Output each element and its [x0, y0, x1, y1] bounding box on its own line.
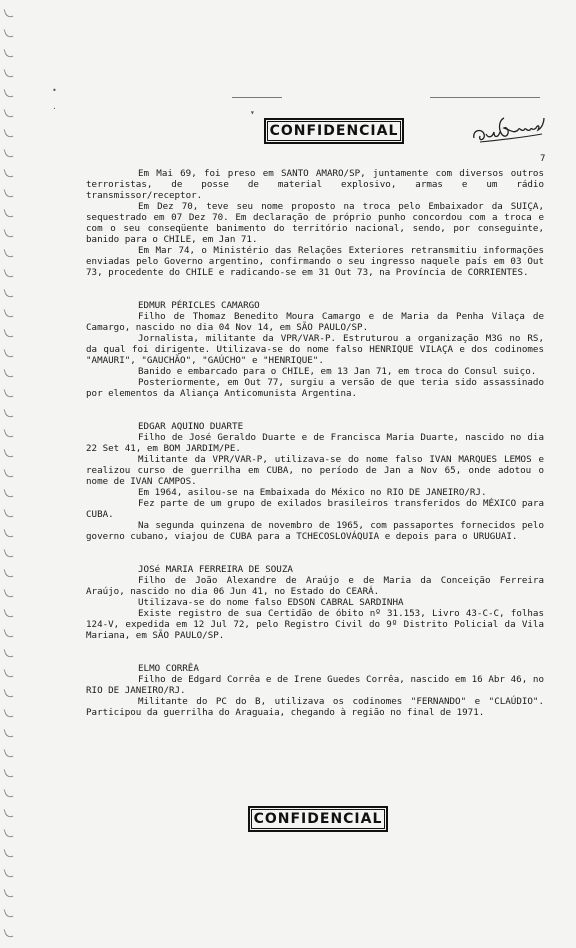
- person-name: ELMO CORRÊA: [138, 663, 199, 674]
- punch-hole-mark: [4, 427, 14, 439]
- punch-hole-mark: [4, 847, 14, 859]
- intro-paragraph: Em Mar 74, o Ministério das Relações Exteriores retransmitiu informações enviadas pelo Governo argentino, confirmando o seu ingresso naquele país em 03 Out 73, procedente do CHILE e radicando-se em 31 Out 73, na Província de CORRIENTES.: [86, 245, 544, 278]
- punch-hole-mark: [4, 307, 14, 319]
- punch-hole-mark: [4, 407, 14, 419]
- person-name: JOSé MARIA FERREIRA DE SOUZA: [138, 564, 293, 575]
- margin-mark: ▾: [250, 108, 255, 117]
- punch-hole-mark: [4, 887, 14, 899]
- punch-hole-mark: [4, 907, 14, 919]
- punch-hole-mark: [4, 7, 14, 19]
- entry-paragraph: Existe registro de sua Certidão de óbito nº 31.153, Livro 43-C-C, folhas 124-V, expedida em 12 Jul 72, pelo Registro Civil do 9º Distrito Policial da Vila Mariana, em SÃO PAULO/SP.: [86, 608, 544, 641]
- entry-paragraph: Fez parte de um grupo de exilados brasileiros transferidos do MÉXICO para CUBA.: [86, 498, 544, 520]
- punch-hole-mark: [4, 747, 14, 759]
- punch-hole-mark: [4, 507, 14, 519]
- punch-hole-mark: [4, 467, 14, 479]
- page-number: 7: [540, 154, 546, 164]
- punch-hole-mark: [4, 147, 14, 159]
- punch-hole-mark: [4, 327, 14, 339]
- punch-hole-mark: [4, 207, 14, 219]
- punch-hole-mark: [4, 647, 14, 659]
- punch-hole-mark: [4, 587, 14, 599]
- person-name: EDGAR AQUINO DUARTE: [138, 421, 244, 432]
- punch-hole-mark: [4, 267, 14, 279]
- punch-hole-mark: [4, 387, 14, 399]
- punch-hole-mark: [4, 47, 14, 59]
- entry-paragraph: Filho de José Geraldo Duarte e de Francisca Maria Duarte, nascido no dia 22 Set 41, em BOM JARDIM/PE.: [86, 432, 544, 454]
- punch-hole-mark: [4, 347, 14, 359]
- header-rule-right: [430, 97, 540, 98]
- punch-hole-mark: [4, 567, 14, 579]
- punch-hole-mark: [4, 87, 14, 99]
- entry-paragraph: Posteriormente, em Out 77, surgiu a versão de que teria sido assassinado por elementos da Aliança Anticomunista Argentina.: [86, 377, 544, 399]
- punch-hole-mark: [4, 447, 14, 459]
- entry-paragraph: Filho de Thomaz Benedito Moura Camargo e de Maria da Penha Vilaça de Camargo, nascido no dia 04 Nov 14, em SÃO PAULO/SP.: [86, 311, 544, 333]
- person-name: EDMUR PÉRICLES CAMARGO: [138, 300, 260, 311]
- punch-hole-mark: [4, 707, 14, 719]
- signature-initials: [470, 112, 552, 148]
- document-body: [86, 168, 544, 718]
- confidential-stamp-bottom: CONFIDENCIAL: [248, 806, 388, 832]
- entry-paragraph: Militante do PC do B, utilizava os codinomes "FERNANDO" e "CLAÚDIO". Participou da guerrilha do Araguaia, chegando à região no final de 1971.: [86, 696, 544, 718]
- punch-hole-mark: [4, 127, 14, 139]
- punch-hole-mark: [4, 927, 14, 939]
- entry-paragraph: Banido e embarcado para o CHILE, em 13 Jan 71, em troca do Consul suiço.: [138, 366, 537, 377]
- punch-hole-mark: [4, 27, 14, 39]
- punch-hole-mark: [4, 67, 14, 79]
- punch-hole-mark: [4, 187, 14, 199]
- punch-hole-mark: [4, 167, 14, 179]
- punch-hole-mark: [4, 867, 14, 879]
- punch-hole-mark: [4, 527, 14, 539]
- punch-hole-mark: [4, 687, 14, 699]
- entry-paragraph: Militante da VPR/VAR-P, utilizava-se do nome falso IVAN MARQUES LEMOS e realizou curso de guerrilha em CUBA, no período de Jan a Nov 65, onde adotou o nome de IVAN CAMPOS.: [86, 454, 544, 487]
- punch-hole-mark: [4, 727, 14, 739]
- entry-paragraph: Filho de João Alexandre de Araújo e de Maria da Conceição Ferreira Araújo, nascido no dia 06 Jun 41, no Estado do CEARÁ.: [86, 575, 544, 597]
- punch-hole-mark: [4, 627, 14, 639]
- intro-paragraph: Em Mai 69, foi preso em SANTO AMARO/SP, juntamente com diversos outros terroristas, de posse de material explosivo, armas e um rádio transmissor/receptor.: [86, 168, 544, 201]
- header-rule-left: [232, 97, 282, 98]
- punch-hole-mark: [4, 547, 14, 559]
- entry-paragraph: Utilizava-se do nome falso EDSON CABRAL SARDINHA: [138, 597, 404, 608]
- punch-hole-mark: [4, 367, 14, 379]
- punch-hole-mark: [4, 787, 14, 799]
- margin-mark: • ·: [52, 86, 57, 113]
- punch-hole-mark: [4, 767, 14, 779]
- punch-hole-mark: [4, 607, 14, 619]
- punch-hole-mark: [4, 227, 14, 239]
- entry-paragraph: Na segunda quinzena de novembro de 1965, com passaportes fornecidos pelo governo cubano, viajou de CUBA para a TCHECOSLOVÁQUIA e depois para o URUGUAI.: [86, 520, 544, 542]
- punch-hole-mark: [4, 247, 14, 259]
- confidential-stamp-top: CONFIDENCIAL: [264, 118, 404, 144]
- punch-hole-mark: [4, 487, 14, 499]
- punch-hole-mark: [4, 807, 14, 819]
- intro-paragraph: Em Dez 70, teve seu nome proposto na troca pelo Embaixador da SUIÇA, sequestrado em 07 Dez 70. Em declaração de próprio punho concordou com a troca e com o seu conseqüente banimento do território nacional, sendo, por conseguinte, banido para o CHILE, em Jan 71.: [86, 201, 544, 245]
- entry-paragraph: Em 1964, asilou-se na Embaixada do México no RIO DE JANEIRO/RJ.: [138, 487, 487, 498]
- punch-hole-mark: [4, 827, 14, 839]
- entry-paragraph: Jornalista, militante da VPR/VAR-P. Estruturou a organização M3G no RS, da qual foi dirigente. Utilizava-se do nome falso HENRIQUE VILAÇA e dos codinomes "AMAURI", "GAUCHÃO", "GAÚCHO" e "HENRIQUE".: [86, 333, 544, 366]
- punch-hole-mark: [4, 107, 14, 119]
- entry-paragraph: Filho de Edgard Corrêa e de Irene Guedes Corrêa, nascido em 16 Abr 46, no RIO DE JANEIRO/RJ.: [86, 674, 544, 696]
- punch-hole-mark: [4, 667, 14, 679]
- punch-hole-margin: [2, 0, 16, 948]
- punch-hole-mark: [4, 287, 14, 299]
